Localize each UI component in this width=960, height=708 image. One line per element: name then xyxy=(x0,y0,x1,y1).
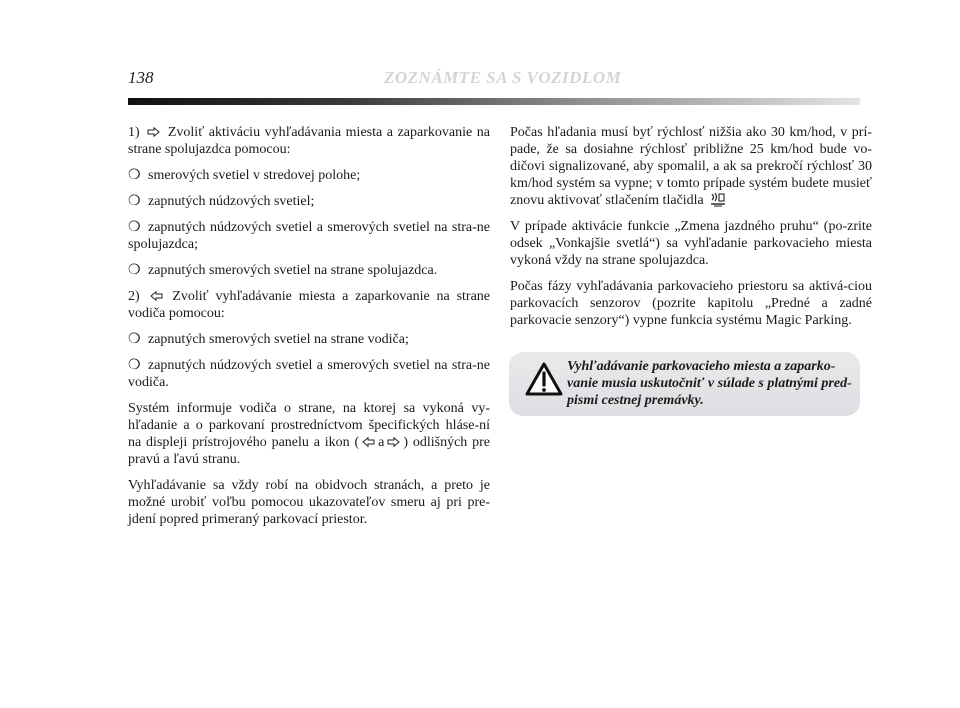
header-rule xyxy=(128,98,860,105)
paragraph-text: a xyxy=(378,435,385,450)
list-item-text: smerových svetiel v stredovej polohe; xyxy=(148,168,361,183)
bullet-icon: ❍ xyxy=(128,263,141,278)
sensor-paragraph: Počas fázy vyhľadávania parkovacieho priestoru sa aktivá-ciou parkovacích senzorov (pozrite kapitolu „Predné a zadné parkovacie senzory“) vypne funkcia systému Magic Parking. xyxy=(510,279,872,328)
paragraph-text: Počas hľadania musí byť rýchlosť nižšia ako 30 km/hod, v prí-pade, že sa dosiahne rýchlosť približne 25 km/hod bude vo-dičovi signalizované, aby spomalil, a ak sa prekročí rýchlosť 30 km/hod systém sa vypne; v tomto prípade systém budete musieť znovu aktivovať stlačením tlačidla xyxy=(510,125,872,208)
left-column xyxy=(128,124,490,537)
parking-button-icon xyxy=(710,192,726,207)
step-2-text: Zvoliť vyhľadávanie miesta a zaparkovanie na strane vodiča pomocou: xyxy=(128,289,491,321)
arrow-left-icon xyxy=(362,437,375,447)
paragraph-text: ) odlišných pre pravú a ľavú stranu. xyxy=(128,435,490,467)
page-number: 138 xyxy=(128,68,154,87)
list-item-text: zapnutých smerových svetiel na strane spolujazdca. xyxy=(148,263,438,278)
right-column xyxy=(510,124,872,338)
bullet-icon: ❍ xyxy=(128,168,141,183)
list-item-text: zapnutých núdzových svetiel; xyxy=(148,194,315,209)
warning-triangle-icon xyxy=(525,362,563,396)
search-both-sides-paragraph: Vyhľadávanie sa vždy robí na obidvoch stranách, a preto je možné urobiť voľbu pomocou ukazovateľov smeru aj pri pre-jdení popred primeraný parkovací priestor. xyxy=(128,478,490,527)
section-title: ZOZNÁMTE SA S VOZIDLOM xyxy=(384,68,622,87)
step-2-paragraph xyxy=(128,288,490,322)
paragraph-text: Systém informuje vodiča o strane, na ktorej sa vykoná vy-hľadanie a o parkovaní prostredníctvom špecifických hláse-ní na displeji prístrojového panelu a ikon ( xyxy=(128,401,490,450)
list-item xyxy=(128,193,490,210)
list-item xyxy=(128,357,490,391)
list-item-text: zapnutých smerových svetiel na strane vodiča; xyxy=(148,332,409,347)
warning-box xyxy=(509,352,860,416)
system-info-paragraph xyxy=(128,400,490,468)
bullet-icon: ❍ xyxy=(128,332,141,347)
step-1-paragraph xyxy=(128,124,490,158)
warning-text: Vyhľadávanie parkovacieho miesta a zaparko-vanie musia uskutočniť v súlade s platnými pred-pismi cestnej premávky. xyxy=(567,359,852,408)
bullet-icon: ❍ xyxy=(128,358,141,373)
list-item xyxy=(128,167,490,184)
speed-limit-paragraph xyxy=(510,124,872,209)
list-item-text: zapnutých núdzových svetiel a smerových svetiel na stra-ne vodiča. xyxy=(128,358,490,390)
arrow-right-icon xyxy=(387,437,400,447)
arrow-right-icon xyxy=(147,127,160,137)
list-item xyxy=(128,331,490,348)
list-item xyxy=(128,219,490,253)
bullet-icon: ❍ xyxy=(128,194,141,209)
lane-change-paragraph: V prípade aktivácie funkcie „Zmena jazdného pruhu“ (po-zrite odsek „Vonkajšie svetlá“) sa vyhľadanie parkovacieho miesta vykoná vždy na strane spolujazdca. xyxy=(510,219,872,268)
list-item-text: zapnutých núdzových svetiel a smerových svetiel na stra-ne spolujazdca; xyxy=(128,220,490,252)
step-1-prefix: 1) xyxy=(128,125,140,140)
step-2-prefix: 2) xyxy=(128,289,140,304)
arrow-left-icon xyxy=(150,291,163,301)
list-item xyxy=(128,262,490,279)
step-1-text: Zvoliť aktiváciu vyhľadávania miesta a zaparkovanie na strane spolujazdca pomocou: xyxy=(128,125,491,157)
bullet-icon: ❍ xyxy=(128,220,141,235)
